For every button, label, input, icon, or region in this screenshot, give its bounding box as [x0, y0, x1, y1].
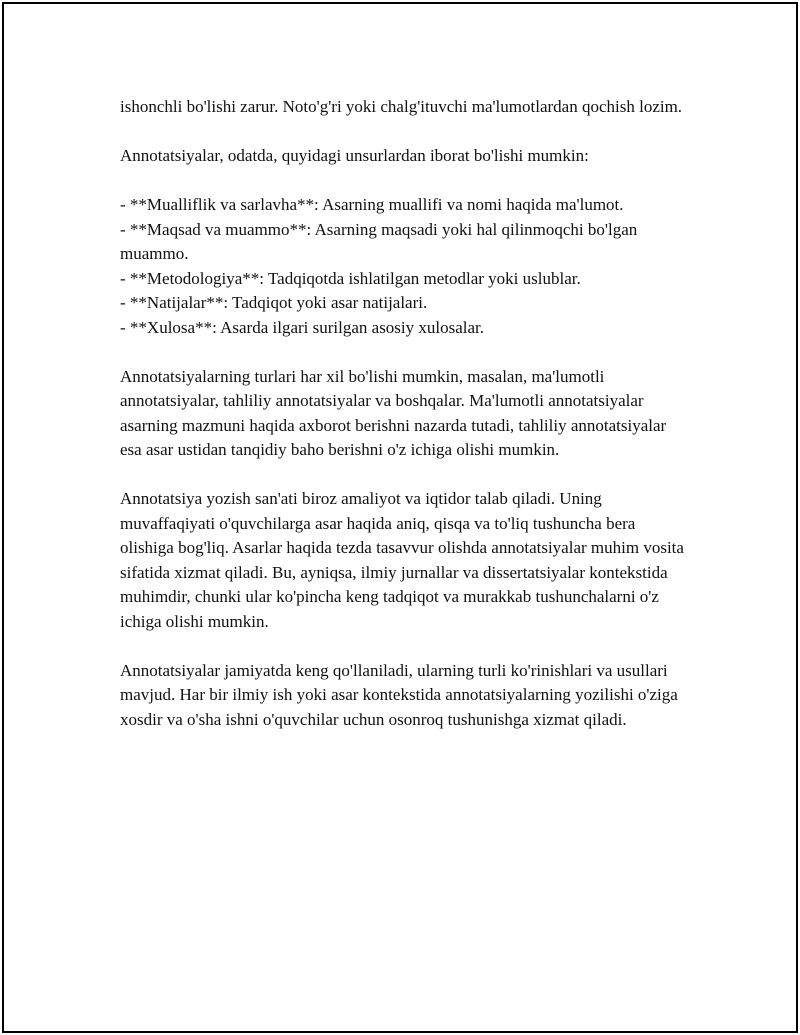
list-item-conclusion: - **Xulosa**: Asarda ilgari surilgan asosiy xulosalar.	[120, 317, 485, 337]
paragraph-continuation: ishonchli bo'lishi zarur. Noto'g'ri yoki chalg'ituvchi ma'lumotlardan qochish lozim.	[120, 97, 683, 116]
document-page	[2, 2, 798, 1033]
paragraph-types: Annotatsiyalarning turlari har xil bo'lishi mumkin, masalan, ma'lumotli annotatsiyalar, tahliliy annotatsiyalar va boshqalar. Ma'lumotli annotatsiyalar asarning mazmuni haqida axborot berishni nazarda tutadi, tahliliy annotatsiyalar esa asar ustidan tanqidiy baho berishni o'z ichiga olishi mumkin.	[120, 366, 667, 459]
paragraph-list-intro: Annotatsiyalar, odatda, quyidagi unsurlardan iborat bo'lishi mumkin:	[120, 146, 589, 165]
list-item-authorship: - **Mualliflik va sarlavha**: Asarning muallifi va nomi haqida ma'lumot.	[120, 195, 624, 214]
elements-list	[120, 193, 690, 340]
paragraph-usage: Annotatsiyalar jamiyatda keng qo'llaniladi, ularning turli ko'rinishlari va usullari mavjud. Har bir ilmiy ish yoki asar kontekstida annotatsiyalarning yozilishi o'ziga xosdir va o'sha ishni o'quvchilar uchun osonroq tushunishga xizmat qiladi.	[120, 660, 678, 729]
list-item-methodology: - **Metodologiya**: Tadqiqotda ishlatilgan metodlar yoki uslublar.	[120, 268, 581, 288]
list-item-results: - **Natijalar**: Tadqiqot yoki asar natijalari.	[120, 293, 428, 312]
document-body	[120, 95, 690, 757]
list-item-purpose: - **Maqsad va muammo**: Asarning maqsadi yoki hal qilinmoqchi bo'lgan muammo.	[120, 219, 638, 263]
paragraph-art-of-writing: Annotatsiya yozish san'ati biroz amaliyot va iqtidor talab qiladi. Uning muvaffaqiyati o'quvchilarga asar haqida aniq, qisqa va to'liq tushuncha bera olishiga bog'liq. Asarlar haqida tezda tasavvur olishda annotatsiyalar muhim vosita sifatida xizmat qiladi. Bu, ayniqsa, ilmiy jurnallar va dissertatsiyalar kontekstida muhimdir, chunki ular ko'pincha keng tadqiqot va murakkab tushunchalarni o'z ichiga olishi mumkin.	[120, 489, 684, 631]
